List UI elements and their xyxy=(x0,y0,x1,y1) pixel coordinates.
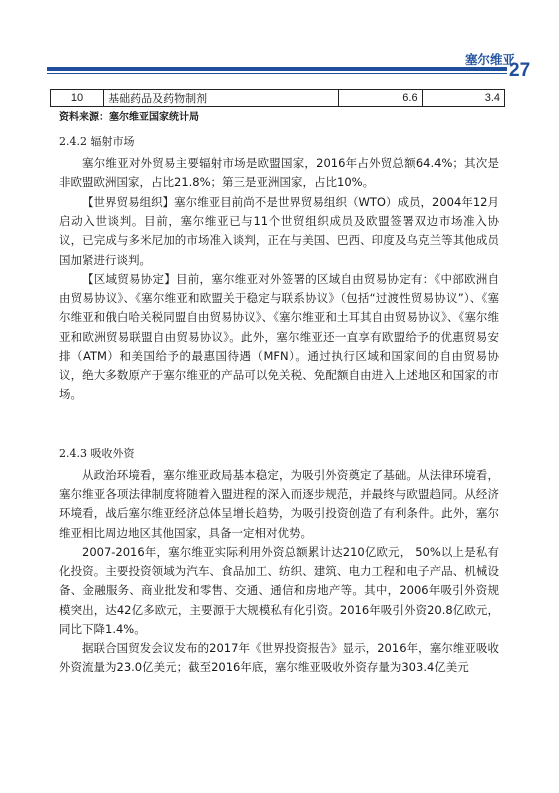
paragraph: 2007-2016年，塞尔维亚实际利用外资总额累计达210亿欧元， 50%以上是私有化投资。主要投资领域为汽车、食品加工、纺织、建筑、电力工程和电子产品、机械设备、金融服务、商业批发和零售、交通、通信和房地产等。其中，2006年吸引外资规模突出，达42亿多欧元，主要源于大规模私有化引资。2016年吸引外资20.8亿欧元，同比下降1.4%。 xyxy=(59,545,499,636)
page-number: 27 xyxy=(509,60,531,81)
header-rule-thin xyxy=(47,73,507,74)
data-table xyxy=(50,89,505,107)
header-title: 塞尔维亚 xyxy=(464,53,515,67)
section-heading-radiation-market: 2.4.2 辐射市场 xyxy=(59,135,135,148)
table-cell-value-2: 3.4 xyxy=(422,90,504,107)
header-rule xyxy=(47,67,507,71)
table-cell-rank: 10 xyxy=(51,90,104,107)
paragraph: 据联合国贸发会议发布的2017年《世界投资报告》显示，2016年，塞尔维亚吸收外资流量为23.0亿美元；截至2016年底，塞尔维亚吸收外资存量为303.4亿美元 xyxy=(59,641,499,675)
table-source: 资料来源：塞尔维亚国家统计局 xyxy=(59,112,199,123)
table-cell-value-1: 6.6 xyxy=(339,90,422,107)
table-cell-name: 基础药品及药物制剂 xyxy=(104,90,339,107)
paragraph: 【区域贸易协定】目前，塞尔维亚对外签署的区域自由贸易协定有：《中部欧洲自由贸易协议》、《塞尔维亚和欧盟关于稳定与联系协议》（包括“过渡性贸易协议”）、《塞尔维亚和俄白哈关税同盟自由贸易协议》、《塞尔维亚和土耳其自由贸易协议》、《塞尔维亚和欧洲贸易联盟自由贸易协议》。此外，塞尔维亚还一直享有欧盟给予的优惠贸易安排（ATM）和美国给予的最惠国待遇（MFN）。通过执行区域和国家间的自由贸易协议，绝大多数原产于塞尔维亚的产品可以免关税、免配额自由进入上述地区和国家的市场。 xyxy=(59,272,499,402)
section-heading-foreign-investment: 2.4.3 吸收外资 xyxy=(59,447,135,460)
table-row xyxy=(51,90,505,107)
paragraph: 【世界贸易组织】塞尔维亚目前尚不是世界贸易组织（WTO）成员，2004年12月启动入世谈判。目前，塞尔维亚已与11个世贸组织成员及欧盟签署双边市场准入协议，已完成与多米尼加的市场准入谈判，正在与美国、巴西、印度及乌克兰等其他成员国加紧进行谈判。 xyxy=(59,195,499,267)
paragraph: 塞尔维亚对外贸易主要辐射市场是欧盟国家，2016年占外贸总额64.4%；其次是非欧盟欧洲国家，占比21.8%；第三是亚洲国家，占比10%。 xyxy=(59,156,499,190)
paragraph: 从政治环境看，塞尔维亚政局基本稳定，为吸引外资奠定了基础。从法律环境看，塞尔维亚各项法律制度将随着入盟进程的深入而逐步规范，并最终与欧盟趋同。从经济环境看，战后塞尔维亚经济总体呈增长趋势，为吸引投资创造了有利条件。此外，塞尔维亚相比周边地区其他国家，具备一定相对优势。 xyxy=(59,468,499,540)
